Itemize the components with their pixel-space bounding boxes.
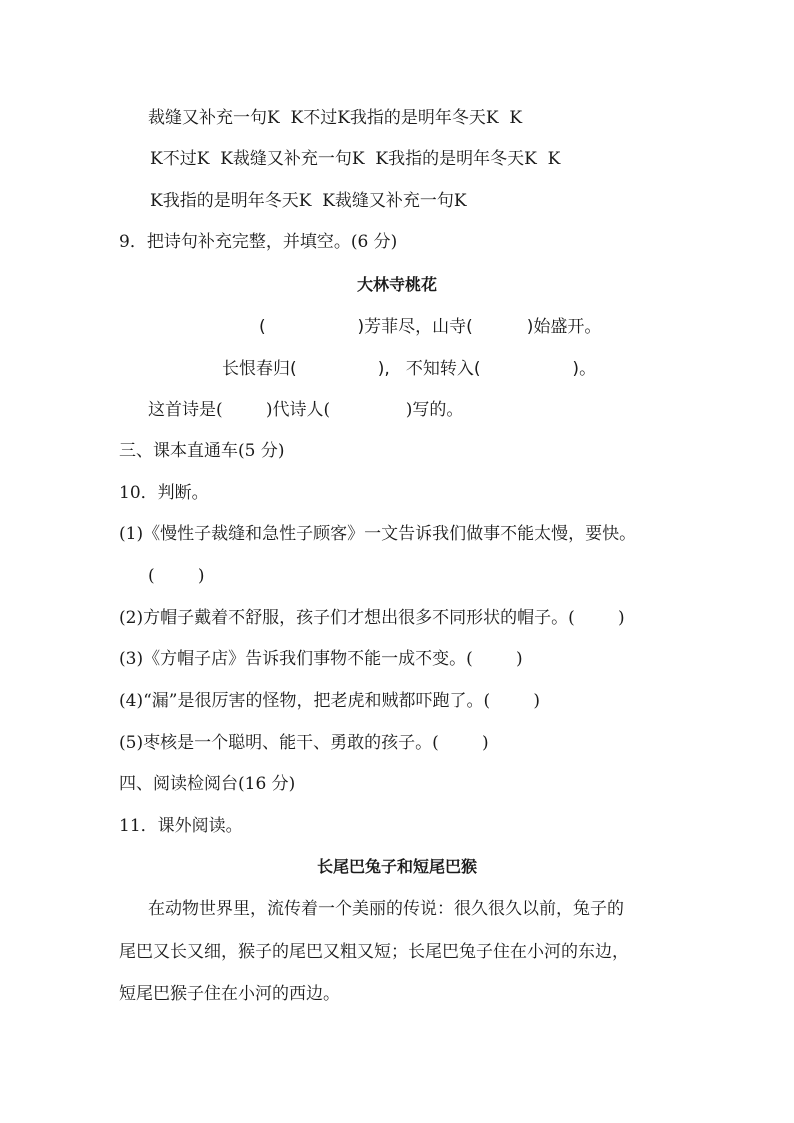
judge-item-2: (2)方帽子戴着不舒服，孩子们才想出很多不同形状的帽子。( ) (119, 608, 625, 628)
judge-item-1: (1)《慢性子裁缝和急性子顾客》一文告诉我们做事不能太慢，要快。 (119, 524, 637, 544)
q11-prompt: 11．课外阅读。 (119, 816, 243, 836)
judge-item-5: (5)枣核是一个聪明、能干、勇敢的孩子。( ) (119, 733, 489, 753)
story-title: 长尾巴兔子和短尾巴猴 (316, 857, 477, 876)
judge-item-4: (4)“漏”是很厉害的怪物，把老虎和贼都吓跑了。( ) (119, 691, 540, 711)
poem-line-1: ( )芳菲尽，山寺( )始盛开。 (259, 317, 602, 337)
story-paragraph-line-1: 在动物世界里，流传着一个美丽的传说：很久很久以前，兔子的 (148, 899, 624, 919)
judge-item-1-answer: ( ) (148, 566, 205, 586)
q10-prompt: 10．判断。 (119, 483, 209, 503)
poem-fill-line: 这首诗是( )代诗人( )写的。 (148, 400, 464, 420)
q8-option-c: K我指的是明年冬天K K裁缝又补充一句K (150, 191, 467, 211)
section-4-heading: 四、阅读检阅台(16 分) (119, 774, 296, 794)
judge-item-3: (3)《方帽子店》告诉我们事物不能一成不变。( ) (119, 649, 523, 669)
q9-prompt: 9．把诗句补充完整，并填空。(6 分) (119, 232, 398, 252)
section-3-heading: 三、课本直通车(5 分) (119, 441, 285, 461)
q8-option-a: 裁缝又补充一句K K不过K我指的是明年冬天K K (148, 108, 523, 128)
story-paragraph-line-3: 短尾巴猴子住在小河的西边。 (119, 984, 340, 1004)
poem-line-2: 长恨春归( ), 不知转入( )。 (222, 359, 597, 379)
q8-option-b: K不过K K裁缝又补充一句K K我指的是明年冬天K K (150, 149, 561, 169)
story-paragraph-line-2: 尾巴又长又细，猴子的尾巴又粗又短；长尾巴兔子住在小河的东边， (119, 942, 629, 962)
poem-title: 大林寺桃花 (356, 275, 437, 294)
